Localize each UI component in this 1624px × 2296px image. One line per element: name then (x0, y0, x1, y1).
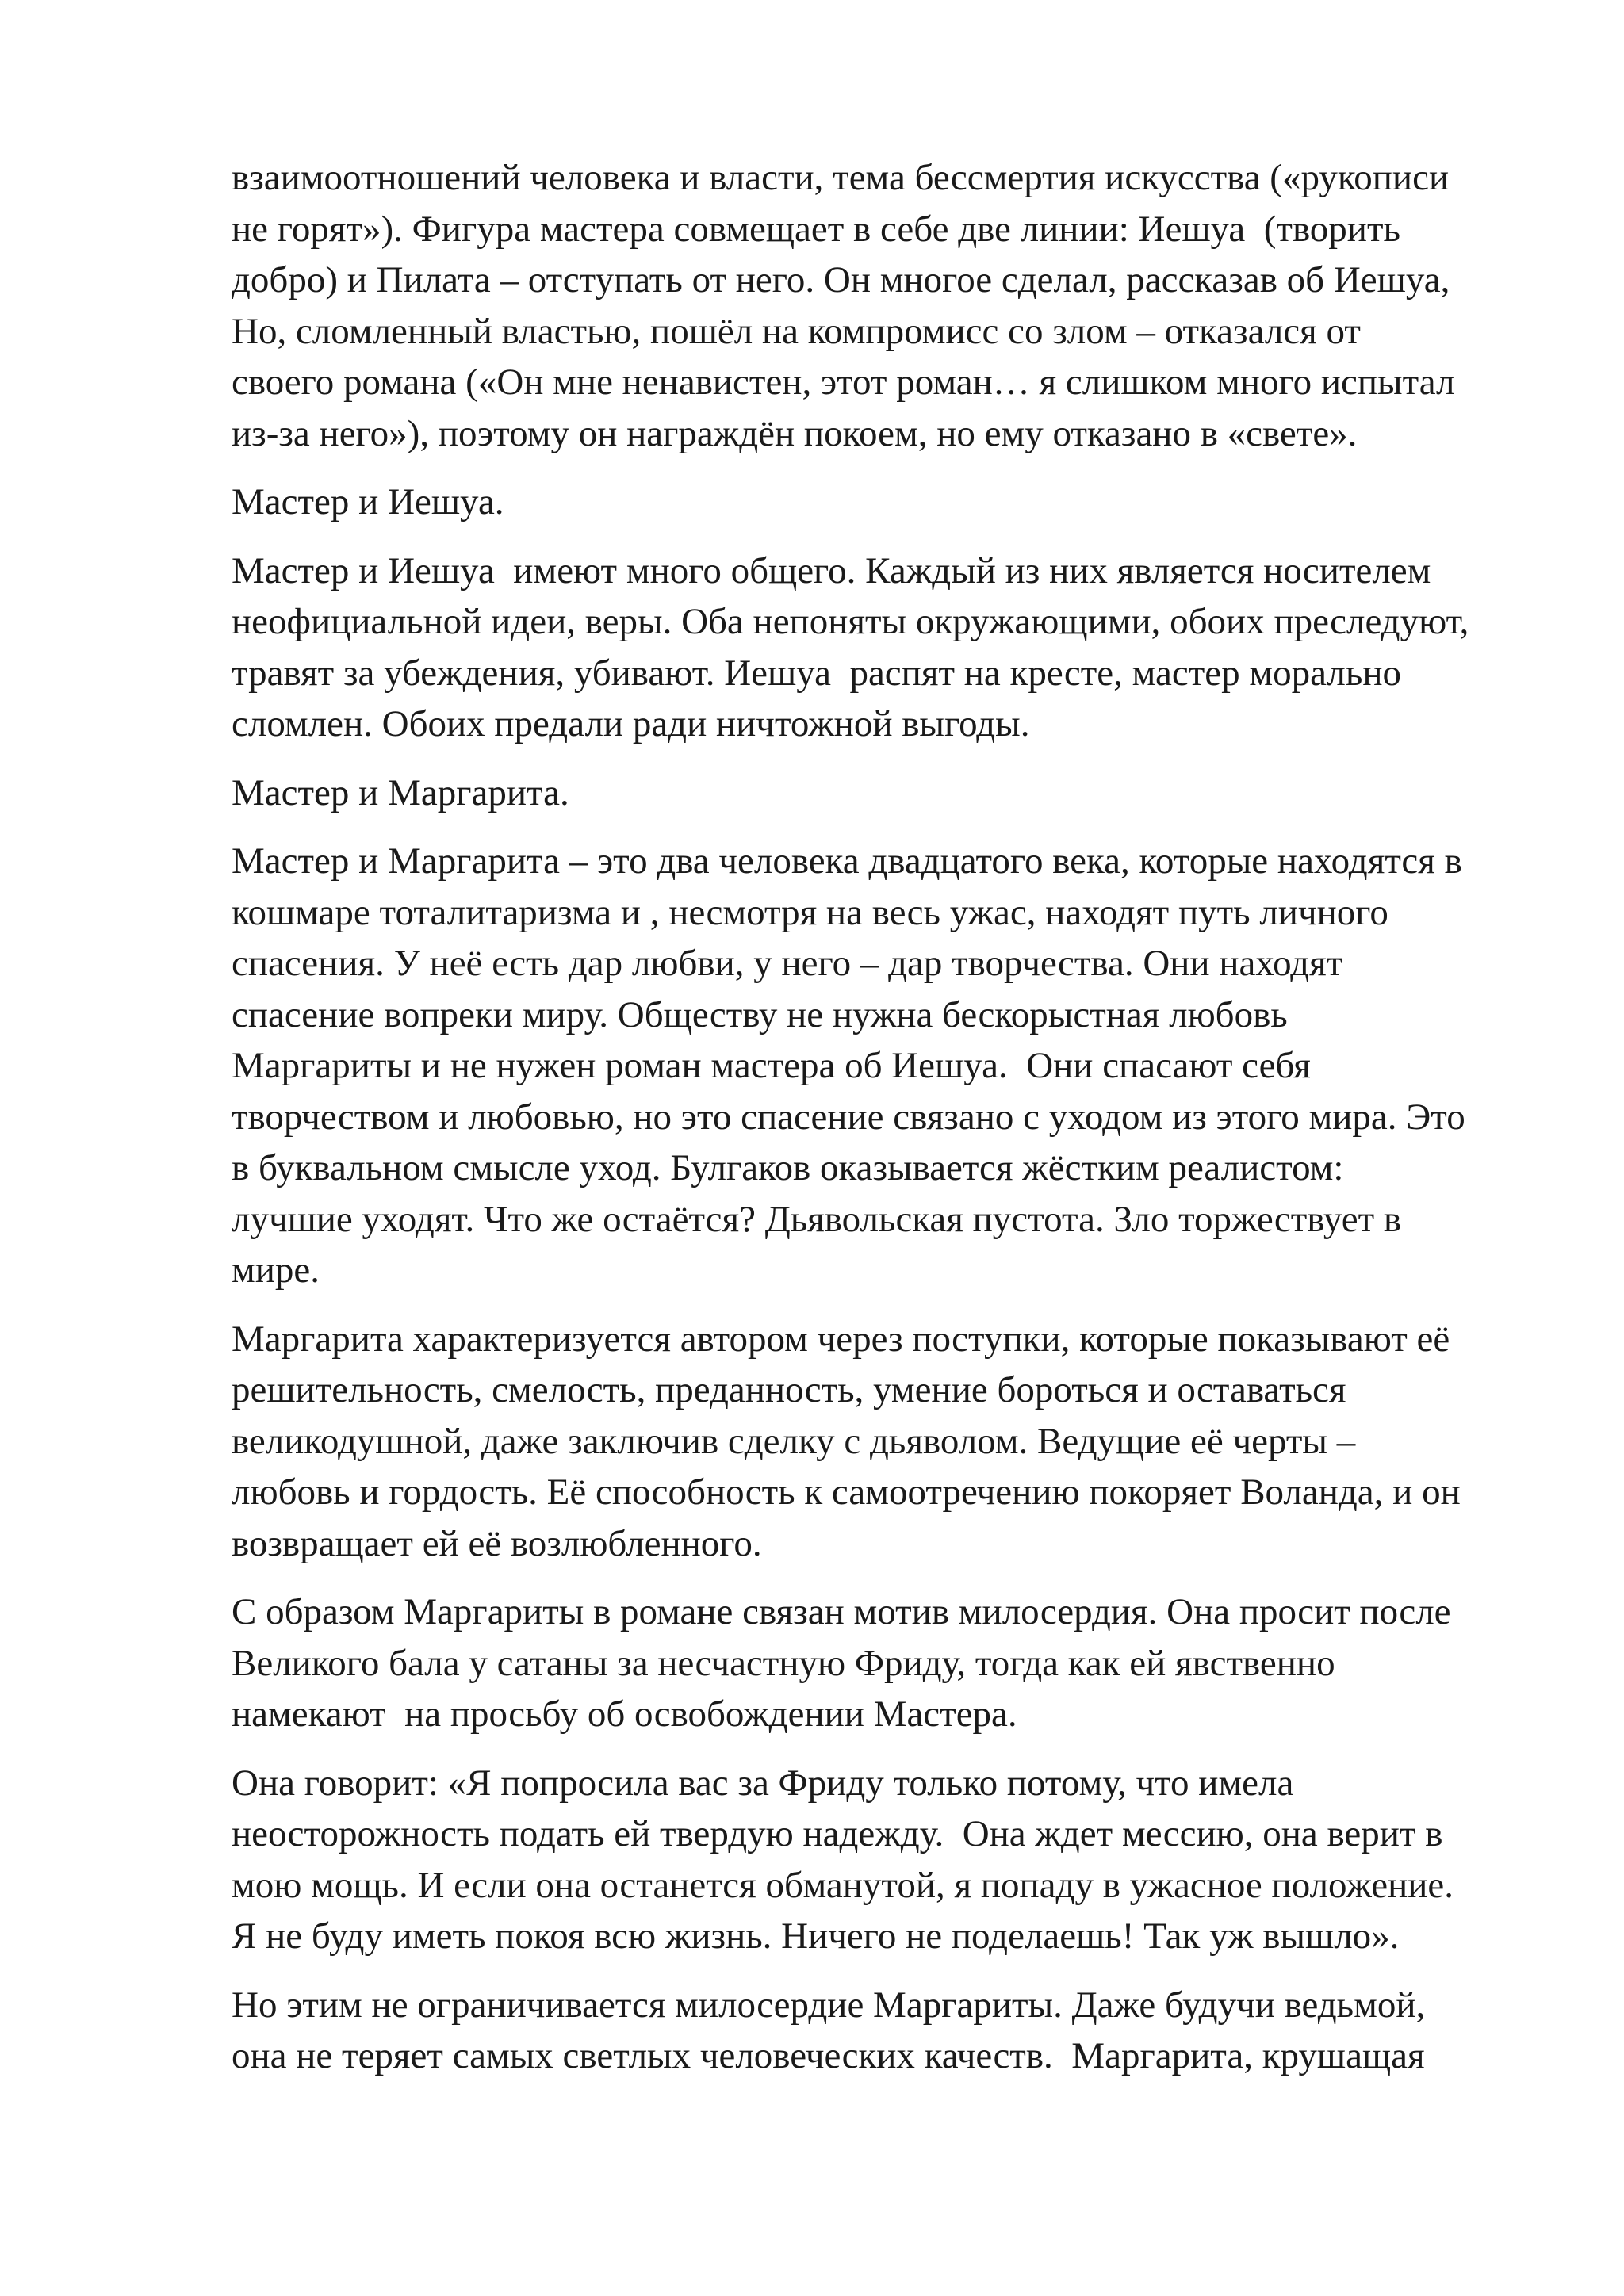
text-line: Великого бала у сатаны за несчастную Фриду, тогда как ей явственно (232, 1642, 1335, 1684)
text-line: спасения. У неё есть дар любви, у него – дар творчества. Они находят (232, 943, 1343, 984)
paragraph-8 (232, 1758, 1537, 1962)
paragraph-1 (232, 152, 1537, 459)
text-line: она не теряет самых светлых человеческих качеств. Маргарита, крушащая (232, 2035, 1425, 2076)
paragraph-7 (232, 1586, 1537, 1740)
text-line: в буквальном смысле уход. Булгаков оказывается жёстким реалистом: (232, 1147, 1344, 1188)
paragraph-5 (232, 836, 1537, 1296)
text-line: намекают на просьбу об освобождении Мастера. (232, 1693, 1017, 1735)
text-line: из-за него»), поэтому он награждён покоем, но ему отказано в «свете». (232, 412, 1358, 454)
section-heading-master-yeshua (232, 476, 1537, 528)
text-line: сломлен. Обоих предали ради ничтожной выгоды. (232, 703, 1030, 744)
text-line: любовь и гордость. Её способность к самоотречению покоряет Воланда, и он (232, 1471, 1461, 1513)
text-line: мире. (232, 1249, 320, 1291)
text-line: Она говорит: «Я попросила вас за Фриду только потому, что имела (232, 1762, 1294, 1804)
text-line: кошмаре тоталитаризма и , несмотря на весь ужас, находят путь личного (232, 891, 1388, 933)
text-line: неосторожность подать ей твердую надежду. Она ждет мессию, она верит в (232, 1813, 1443, 1854)
text-line: спасение вопреки миру. Обществу не нужна бескорыстная любовь (232, 993, 1288, 1035)
text-line: своего романа («Он мне ненавистен, этот роман… я слишком много испытал (232, 362, 1455, 403)
text-line: Маргариты и не нужен роман мастера об Иешуа. Они спасают себя (232, 1045, 1311, 1086)
text-line: решительность, смелость, преданность, умение бороться и оставаться (232, 1369, 1346, 1410)
text-line: Мастер и Маргарита. (232, 771, 569, 813)
text-line: Но этим не ограничивается милосердие Маргариты. Даже будучи ведьмой, (232, 1984, 1426, 2026)
text-line: Мастер и Маргарита – это два человека двадцатого века, которые находятся в (232, 840, 1462, 882)
text-line: мою мощь. И если она останется обманутой, я попаду в ужасное положение. (232, 1864, 1454, 1906)
text-line: травят за убеждения, убивают. Иешуа распят на кресте, мастер морально (232, 652, 1401, 694)
text-line: Я не буду иметь покоя всю жизнь. Ничего не поделаешь! Так уж вышло». (232, 1915, 1400, 1957)
text-line: Мастер и Иешуа. (232, 481, 504, 522)
section-heading-master-margarita (232, 767, 1537, 819)
text-line: не горят»). Фигура мастера совмещает в себе две линии: Иешуа (творить (232, 208, 1400, 250)
text-line: добро) и Пилата – отступать от него. Он многое сделал, рассказав об Иешуа, (232, 259, 1450, 300)
text-line: Маргарита характеризуется автором через поступки, которые показывают её (232, 1318, 1450, 1360)
text-line: Мастер и Иешуа имеют много общего. Каждый из них является носителем (232, 549, 1431, 591)
text-line: неофициальной идеи, веры. Оба непоняты окружающими, обоих преследуют, (232, 601, 1469, 642)
text-line: возвращает ей её возлюбленного. (232, 1522, 762, 1564)
paragraph-9 (232, 1980, 1537, 2082)
paragraph-6 (232, 1314, 1537, 1570)
text-line: Но, сломленный властью, пошёл на компромисс со злом – отказался от (232, 310, 1361, 352)
text-line: лучшие уходят. Что же остаётся? Дьявольская пустота. Зло торжествует в (232, 1198, 1402, 1240)
document-page (232, 152, 1537, 2099)
text-line: С образом Маргариты в романе связан мотив милосердия. Она просит после (232, 1591, 1451, 1632)
text-line: творчеством и любовью, но это спасение связано с уходом из этого мира. Это (232, 1096, 1465, 1138)
text-line: великодушной, даже заключив сделку с дьяволом. Ведущие её черты – (232, 1420, 1356, 1462)
paragraph-3 (232, 545, 1537, 750)
text-line: взаимоотношений человека и власти, тема бессмертия искусства («рукописи (232, 157, 1450, 198)
